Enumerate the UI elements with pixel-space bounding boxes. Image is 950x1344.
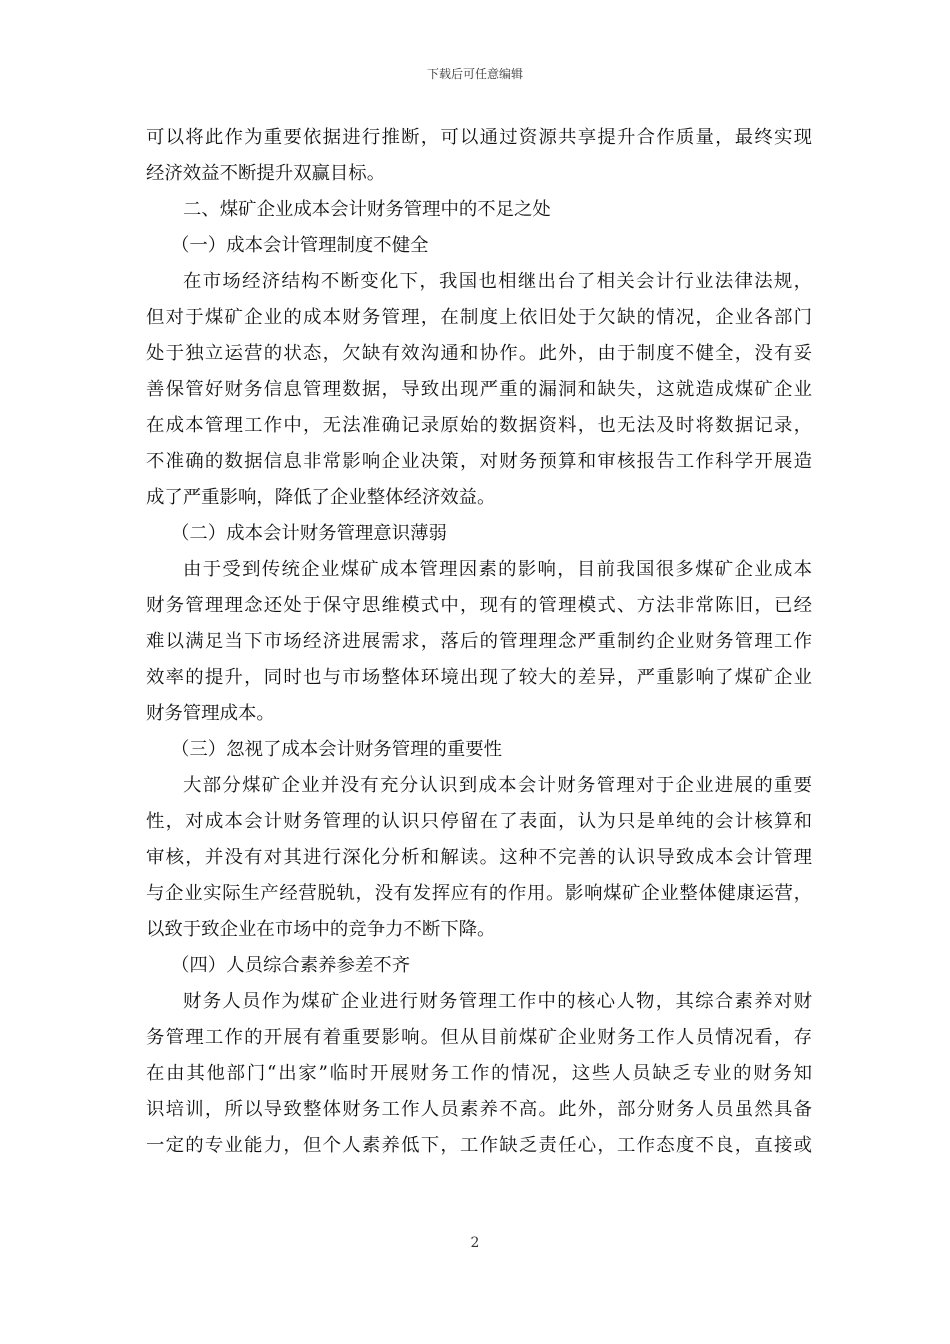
text-line: 大部分煤矿企业并没有充分认识到成本会计财务管理对于企业进展的重要 (183, 775, 812, 796)
section-heading: 二、煤矿企业成本会计财务管理中的不足之处 (183, 199, 551, 220)
document-body (146, 120, 812, 1164)
text-line: 善保管好财务信息管理数据，导致出现严重的漏洞和缺失，这就造成煤矿企业 (146, 379, 812, 400)
text-line: 但对于煤矿企业的成本财务管理，在制度上依旧处于欠缺的情况，企业各部门 (146, 307, 812, 328)
page-number: 2 (470, 1235, 480, 1251)
subsection-heading-4: （四）人员综合素养参差不齐 (171, 955, 411, 976)
text-line: 处于独立运营的状态，欠缺有效沟通和协作。此外，由于制度不健全，没有妥 (146, 343, 812, 364)
text-line: 财务管理理念还处于保守思维模式中，现有的管理模式、方法非常陈旧，已经 (146, 595, 812, 616)
paragraph-continuation (146, 120, 812, 192)
text-line: 财务管理成本。 (146, 703, 275, 724)
text-line: 识培训，所以导致整体财务工作人员素养不高。此外，部分财务人员虽然具备 (146, 1099, 812, 1120)
text-line: 与企业实际生产经营脱轨，没有发挥应有的作用。影响煤矿企业整体健康运营， (146, 883, 812, 904)
text-line: 效率的提升，同时也与市场整体环境出现了较大的差异，严重影响了煤矿企业 (146, 667, 812, 688)
text-line: 经济效益不断提升双赢目标。 (146, 163, 386, 184)
text-line: 以致于致企业在市场中的竞争力不断下降。 (146, 919, 496, 940)
text-line: 在成本管理工作中，无法准确记录原始的数据资料，也无法及时将数据记录， (146, 415, 812, 436)
subsection-heading-3: （三）忽视了成本会计财务管理的重要性 (171, 739, 503, 760)
paragraph-3 (146, 768, 812, 948)
text-line: 一定的专业能力，但个人素养低下，工作缺乏责任心，工作态度不良，直接或 (146, 1135, 812, 1156)
text-line: 成了严重影响，降低了企业整体经济效益。 (146, 487, 496, 508)
page-header: 下载后可任意编辑 (426, 67, 523, 81)
text-line: 审核，并没有对其进行深化分析和解读。这种不完善的认识导致成本会计管理 (146, 847, 812, 868)
text-line: 务管理工作的开展有着重要影响。但从目前煤矿企业财务工作人员情况看，存 (146, 1027, 812, 1048)
subsection-heading-2: （二）成本会计财务管理意识薄弱 (171, 523, 447, 544)
text-line: 在市场经济结构不断变化下，我国也相继出台了相关会计行业法律法规， (183, 271, 812, 292)
subsection-heading-1: （一）成本会计管理制度不健全 (171, 235, 429, 256)
text-line: 财务人员作为煤矿企业进行财务管理工作中的核心人物，其综合素养对财 (183, 991, 812, 1012)
text-line: 可以将此作为重要依据进行推断，可以通过资源共享提升合作质量，最终实现 (146, 127, 812, 148)
text-line: 难以满足当下市场经济进展需求，落后的管理理念严重制约企业财务管理工作 (146, 631, 812, 652)
paragraph-2 (146, 552, 812, 732)
paragraph-4 (146, 984, 812, 1164)
text-line: 由于受到传统企业煤矿成本管理因素的影响，目前我国很多煤矿企业成本 (183, 559, 812, 580)
paragraph-1 (146, 264, 812, 516)
text-line: 不准确的数据信息非常影响企业决策，对财务预算和审核报告工作科学开展造 (146, 451, 812, 472)
text-line: 在由其他部门“出家”临时开展财务工作的情况，这些人员缺乏专业的财务知 (146, 1063, 812, 1084)
text-line: 性，对成本会计财务管理的认识只停留在了表面，认为只是单纯的会计核算和 (146, 811, 812, 832)
